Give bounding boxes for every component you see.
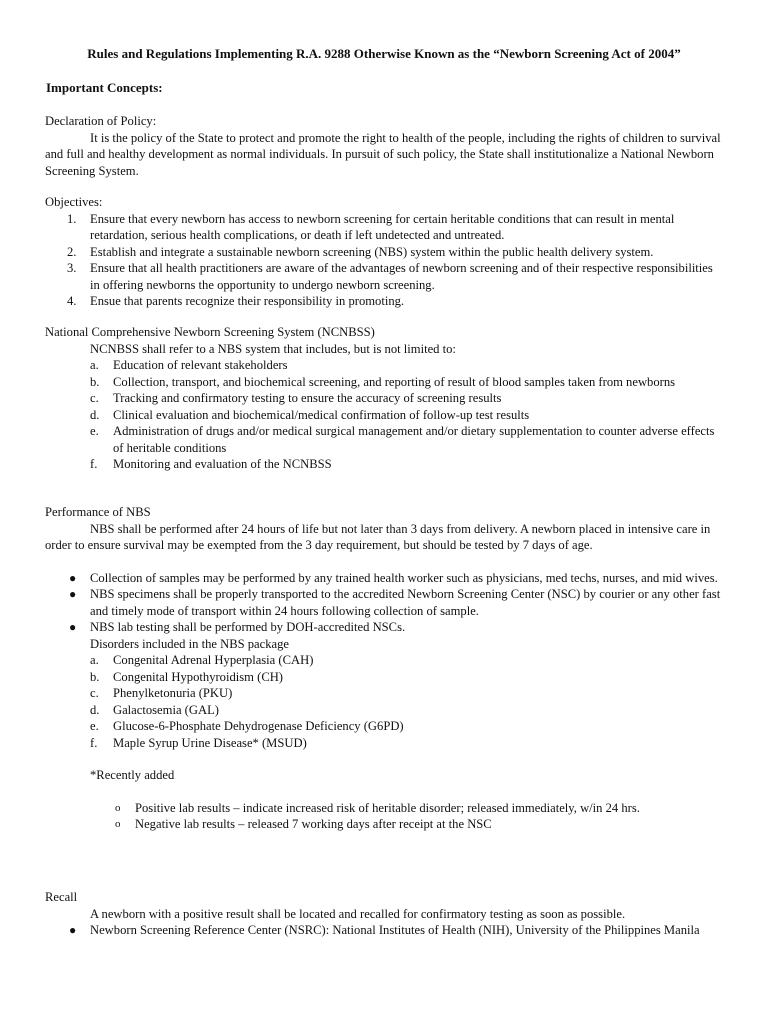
declaration-section <box>45 113 725 179</box>
list-item: f. Monitoring and evaluation of the NCNBSS <box>90 457 332 471</box>
important-concepts-heading: Important Concepts: <box>46 80 163 95</box>
list-item: 1. Ensure that every newborn has access to newborn screening for certain heritable conditions that can result in mental retardation, serious health complications, or death if left undetected and untreated. <box>67 211 675 242</box>
circle-bullet-icon: o <box>115 818 121 830</box>
list-item: 2. Establish and integrate a sustainable newborn screening (NBS) system within the public health delivery system. <box>67 244 654 259</box>
list-item: d. Clinical evaluation and biochemical/medical confirmation of follow-up test results <box>90 407 530 422</box>
performance-section <box>45 504 725 833</box>
list-item: 3. Ensure that all health practitioners are aware of the advantages of newborn screening and of their respective responsibilities in offering newborns the opportunity to undergo newborn screening. <box>67 261 713 292</box>
list-item: e. Glucose-6-Phosphate Dehydrogenase Deficiency (G6PD) <box>90 719 404 733</box>
list-item: b. Collection, transport, and biochemical screening, and reporting of result of blood samples taken from newborns <box>90 374 676 389</box>
objectives-heading: Objectives: <box>45 195 103 209</box>
list-item: d. Galactosemia (GAL) <box>90 702 219 717</box>
disorders-heading: Disorders included in the NBS package <box>90 636 290 651</box>
performance-text: NBS shall be performed after 24 hours of life but not later than 3 days from delivery. A newborn placed in intensive care in order to ensure survival may be exempted from the 3 day requirement, but should be tested by 7 days of age. <box>45 521 711 552</box>
list-item: ● Newborn Screening Reference Center (NSRC): National Institutes of Health (NIH), University of the Philippines Manila <box>69 923 700 937</box>
list-item: ● NBS specimens shall be properly transported to the accredited Newborn Screening Center (NSC) by courier or any other fast and timely mode of transport within 24 hours following collection of sample. <box>69 587 721 618</box>
disorders-list <box>45 652 725 751</box>
ncnbss-heading: National Comprehensive Newborn Screening System (NCNBSS) <box>45 325 375 339</box>
bullet-icon: ● <box>69 587 77 601</box>
bullet-icon: ● <box>69 620 77 634</box>
declaration-text: It is the policy of the State to protect and promote the right to health of the people, including the rights of children to survival and full and healthy development as normal individuals. In pursuit of such policy, the State shall institutionalize a National Newborn Screening System. <box>45 130 721 178</box>
list-item: c. Phenylketonuria (PKU) <box>90 686 233 700</box>
list-item: 4. Ensue that parents recognize their responsibility in promoting. <box>67 294 405 308</box>
list-item: o Positive lab results – indicate increased risk of heritable disorder; released immediately, w/in 24 hrs. <box>115 800 640 815</box>
list-item: e. Administration of drugs and/or medical surgical management and/or dietary supplementation to counter adverse effects of heritable conditions <box>90 424 715 455</box>
recently-added-note: *Recently added <box>90 768 175 782</box>
document-title: Rules and Regulations Implementing R.A. 9288 Otherwise Known as the “Newborn Screening Act of 2004” <box>87 46 681 61</box>
ncnbss-section <box>45 324 725 473</box>
bullet-icon: ● <box>69 570 77 585</box>
ncnbss-list <box>45 357 725 473</box>
list-item: o Negative lab results – released 7 working days after receipt at the NSC <box>115 817 492 831</box>
ncnbss-intro: NCNBSS shall refer to a NBS system that includes, but is not limited to: <box>90 341 456 356</box>
recall-section <box>45 889 725 939</box>
results-list <box>45 800 725 833</box>
list-item: f. Maple Syrup Urine Disease* (MSUD) <box>90 735 307 750</box>
declaration-heading: Declaration of Policy: <box>45 114 157 128</box>
list-item: a. Education of relevant stakeholders <box>90 358 288 372</box>
objectives-section <box>45 194 725 310</box>
recall-bullets <box>45 922 725 939</box>
list-item: c. Tracking and confirmatory testing to ensure the accuracy of screening results <box>90 391 502 405</box>
list-item: ● NBS lab testing shall be performed by DOH-accredited NSCs. Disorders included in the NBS package <box>45 619 725 652</box>
recall-text: A newborn with a positive result shall be located and recalled for confirmatory testing as soon as possible. <box>90 906 626 921</box>
bullet-icon: ● <box>69 923 77 937</box>
performance-heading: Performance of NBS <box>45 505 151 519</box>
list-item: a. Congenital Adrenal Hyperplasia (CAH) <box>90 653 314 667</box>
list-item: b. Congenital Hypothyroidism (CH) <box>90 669 284 684</box>
objectives-list <box>45 211 725 310</box>
performance-bullets <box>45 570 725 653</box>
recall-heading: Recall <box>45 890 78 904</box>
circle-bullet-icon: o <box>115 801 121 814</box>
list-item: ● Collection of samples may be performed by any trained health worker such as physicians, med techs, nurses, and mid wives. <box>69 570 718 585</box>
